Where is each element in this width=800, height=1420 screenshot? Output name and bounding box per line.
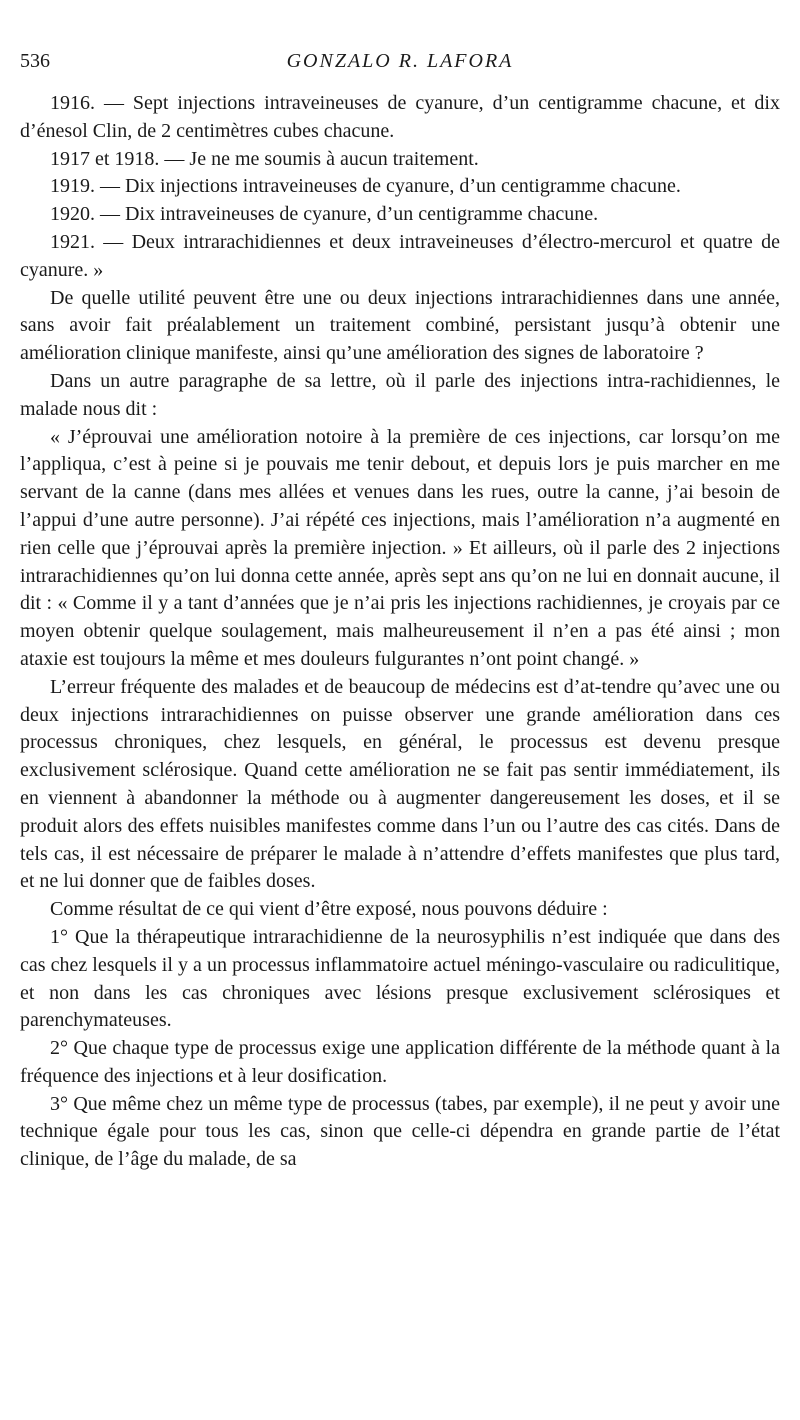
paragraph-1919: 1919. — Dix injections intraveineuses de cyanure, d’un centigramme chacune. — [50, 175, 681, 198]
paragraph-1921: 1921. — Deux intrarachidiennes et deux intraveineuses d’électro-mercurol et quatre de cyanure. » — [20, 230, 780, 281]
page-number: 536 — [20, 50, 50, 72]
paragraph-1917-1918: 1917 et 1918. — Je ne me soumis à aucun traitement. — [50, 147, 479, 170]
paragraph-1916: 1916. — Sept injections intraveineuses de cyanure, d’un centigramme chacune, et dix d’énesol Clin, de 2 centimètres cubes chacune. — [20, 92, 780, 142]
conclusion-item-2: 2° Que chaque type de processus exige une application différente de la méthode quant à la fréquence des injections et à leur dosification. — [20, 1037, 780, 1087]
paragraph-utility-question: De quelle utilité peuvent être une ou deux injections intrarachidiennes dans une année, sans avoir fait préalablement un traitement combiné, persistant jusqu’à obtenir une amélioration clinique manifeste, ainsi qu’une amélioration des signes de laboratoire ? — [20, 286, 780, 365]
conclusion-item-1: 1° Que la thérapeutique intrarachidienne de la neurosyphilis n’est indiquée que dans des cas chez lesquels il y a un processus inflammatoire actuel méningo-vasculaire ou radiculitique, et non dans les cas chroniques avec lésions presque exclusivement sclérosiques et parenchymateuses. — [20, 925, 780, 1032]
running-title: GONZALO R. LAFORA — [286, 50, 514, 72]
paragraph-letter-intro: Dans un autre paragraphe de sa lettre, où il parle des injections intra-rachidiennes, le malade nous dit : — [20, 369, 780, 420]
paragraph-common-error: L’erreur fréquente des malades et de beaucoup de médecins est d’at-tendre qu’avec une ou deux injections intrarachidiennes on puisse observer une grande amélioration dans ces processus chroniques, chez lesquels, en général, le processus est devenu presque exclusivement sclérosique. Quand cette amélioration ne se fait pas sentir immédiatement, ils en viennent à abandonner la méthode ou à augmenter dangereusement les doses, et il se produit alors des effets nuisibles manifestes comme dans l’un ou l’autre des cas cités. Dans de tels cas, il est nécessaire de préparer le malade à n’attendre d’effets manifestes que plus tard, et ne lui donner que de faibles doses. — [20, 675, 780, 893]
paragraph-1920: 1920. — Dix intraveineuses de cyanure, d’un centigramme chacune. — [50, 203, 599, 226]
conclusion-item-3: 3° Que même chez un même type de processus (tabes, par exemple), il ne peut y avoir une technique égale pour tous les cas, sinon que celle-ci dépendra en grande partie de l’état clinique, de l’âge du malade, de sa — [20, 1092, 780, 1171]
paragraph-patient-quote: « J’éprouvai une amélioration notoire à la première de ces injections, car lorsqu’on me l’appliqua, c’est à peine si je pouvais me tenir debout, et depuis lors je puis marcher en me servant de la canne (dans mes allées et venues dans les rues, outre la canne, j’ai besoin de l’appui d’une autre personne). J’ai répété ces injections, mais l’amélioration n’a augmenté en rien celle que j’éprouvai après la première injection. » Et ailleurs, où il parle des 2 injections intrarachidiennes qu’on lui donna cette année, après sept ans qu’on ne lui en donnait aucune, il dit : « Comme il y a tant d’années que je n’ai pris les injections rachidiennes, je croyais par ce moyen obtenir quelque soulagement, mais malheureusement il n’en a pas été ainsi ; mon ataxie est toujours la même et mes douleurs fulgurantes n’ont point changé. » — [20, 425, 780, 670]
paragraph-conclusion-intro: Comme résultat de ce qui vient d’être exposé, nous pouvons déduire : — [50, 898, 608, 921]
page-header — [20, 50, 780, 78]
body-text — [20, 90, 780, 1174]
